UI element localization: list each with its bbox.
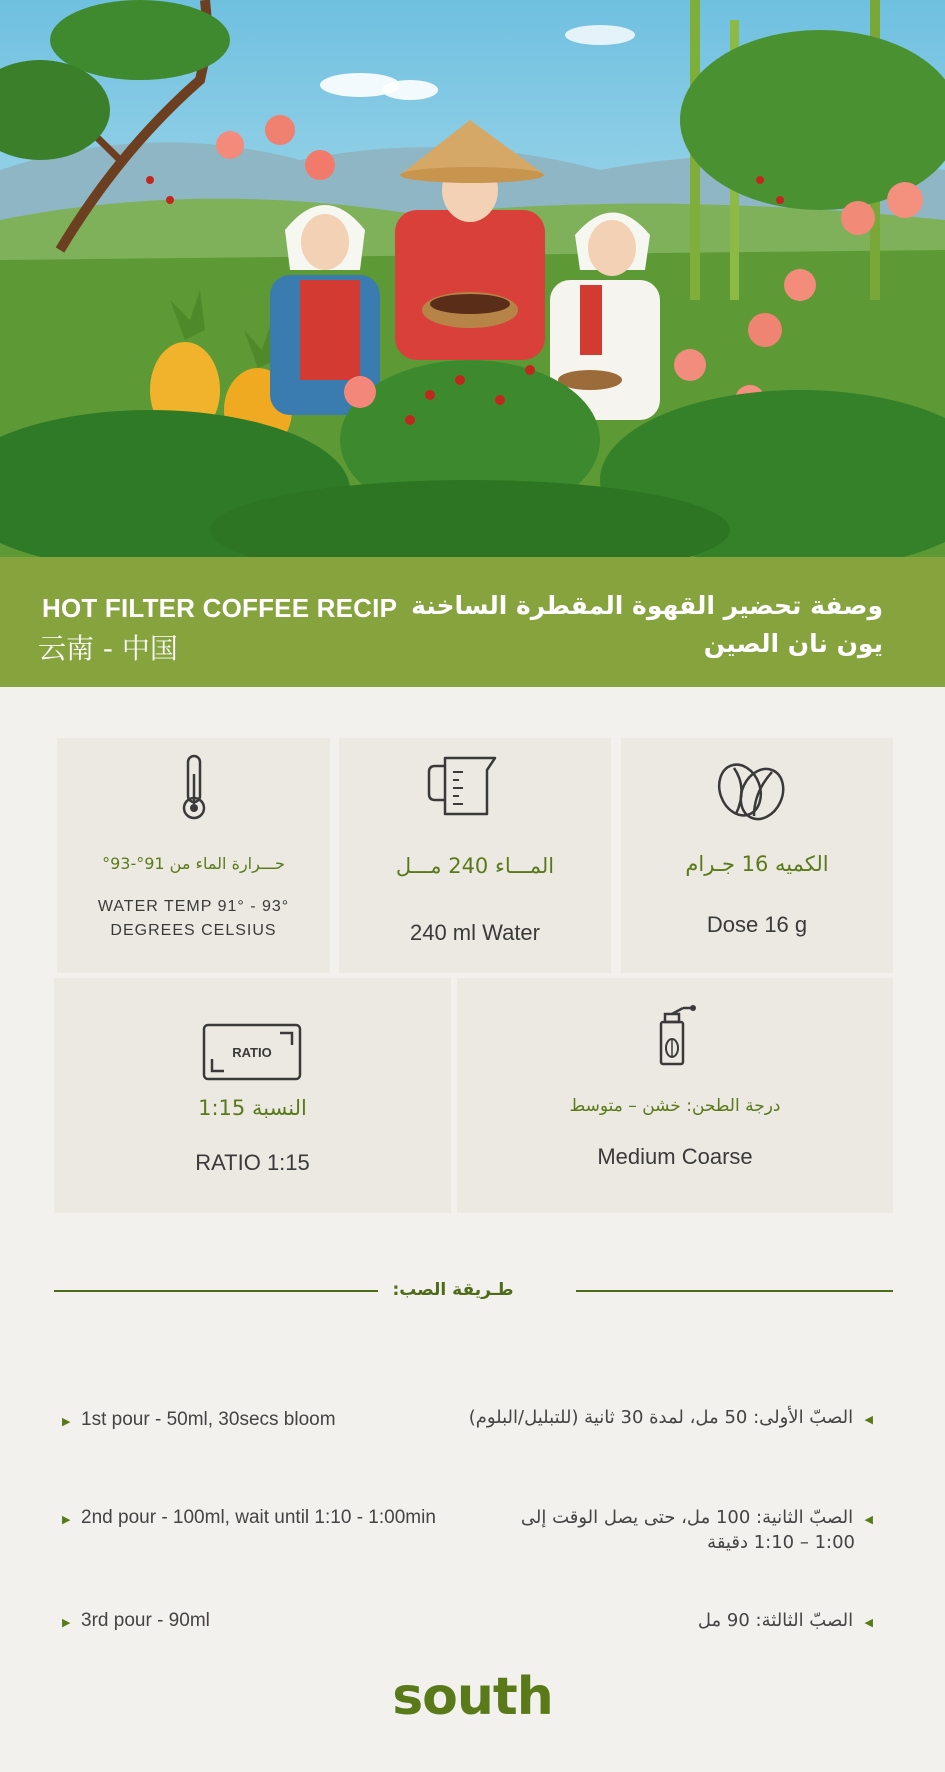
ratio-ar: النسبة 1:15: [198, 1096, 307, 1120]
grind-ar: درجة الطحن: خشن – متوسط: [569, 1096, 781, 1116]
step-1-ar: [469, 1406, 873, 1431]
step-1-en-text: 1st pour - 50ml, 30secs bloom: [81, 1409, 336, 1430]
bullet-icon: ◀: [864, 1616, 873, 1629]
water-temp-en-line1: WATER TEMP 91° - 93°: [97, 898, 290, 915]
step-2-ar-text-2: 1:00 – 1:10 دقيقة: [707, 1532, 855, 1553]
bullet-icon: ◀: [864, 1513, 873, 1526]
grind-card: [457, 978, 893, 1213]
measuring-jug-icon: [425, 754, 497, 818]
ratio-card: [54, 978, 451, 1213]
pour-method-title: طـريقة الصب:: [392, 1280, 514, 1300]
dose-en: Dose 16 g: [706, 912, 808, 937]
ratio-en: RATIO 1:15: [195, 1150, 310, 1175]
page-title-ar: [411, 587, 883, 663]
dose-card: [621, 738, 893, 973]
divider-left: [54, 1290, 378, 1292]
bullet-icon: ▶: [62, 1514, 71, 1526]
step-3-ar-text: الصبّ الثالثة: 90 مل: [697, 1610, 854, 1631]
step-2-ar-text-1: الصبّ الثانية: 100 مل، حتى يصل الوقت إلى: [520, 1507, 854, 1528]
page-subtitle-cn: 云南 - 中国: [38, 632, 178, 665]
water-temp-ar: حـــرارة الماء من 91°-93°: [102, 854, 285, 873]
step-1-en: [62, 1409, 336, 1431]
title-ar-line: وصفة تحضير القهوة المقطرة الساخنة: [411, 591, 883, 620]
water-temp-en-line2: DEGREES CELSIUS: [110, 922, 277, 939]
water-temp-card: [57, 738, 330, 973]
bullet-icon: ▶: [62, 1617, 71, 1629]
water-card: [339, 738, 611, 973]
bullet-icon: ▶: [62, 1416, 71, 1428]
page-title-en: HOT FILTER COFFEE RECIP: [42, 593, 398, 623]
step-3-en-text: 3rd pour - 90ml: [81, 1610, 210, 1631]
grinder-icon: [653, 1004, 697, 1068]
hero-illustration: [0, 0, 945, 557]
brand-logo: south: [392, 1667, 553, 1727]
water-ar: المـــاء 240 مـــل: [395, 854, 555, 878]
step-2-ar: [521, 1506, 873, 1554]
step-3-ar: [698, 1609, 873, 1634]
farm-illustration: [0, 0, 945, 557]
grind-en: Medium Coarse: [597, 1144, 753, 1169]
coffee-beans-icon: [714, 760, 786, 822]
step-1-ar-text: الصبّ الأولى: 50 مل، لمدة 30 ثانية (للتبليل/البلوم): [468, 1407, 854, 1428]
subtitle-ar-line: يون نان الصين: [703, 629, 883, 658]
step-3-en: [62, 1610, 210, 1632]
bullet-icon: ◀: [864, 1413, 873, 1426]
step-2-en: [62, 1507, 436, 1529]
step-2-en-text: 2nd pour - 100ml, wait until 1:10 - 1:00min: [81, 1507, 436, 1528]
thermometer-icon: [179, 754, 209, 820]
water-en: 240 ml Water: [409, 920, 540, 945]
ratio-icon-text: RATIO: [232, 1045, 272, 1060]
divider-right: [576, 1290, 893, 1292]
title-banner: [0, 557, 945, 687]
dose-ar: الكميه 16 جـرام: [685, 852, 829, 876]
ratio-icon: [202, 1023, 302, 1081]
